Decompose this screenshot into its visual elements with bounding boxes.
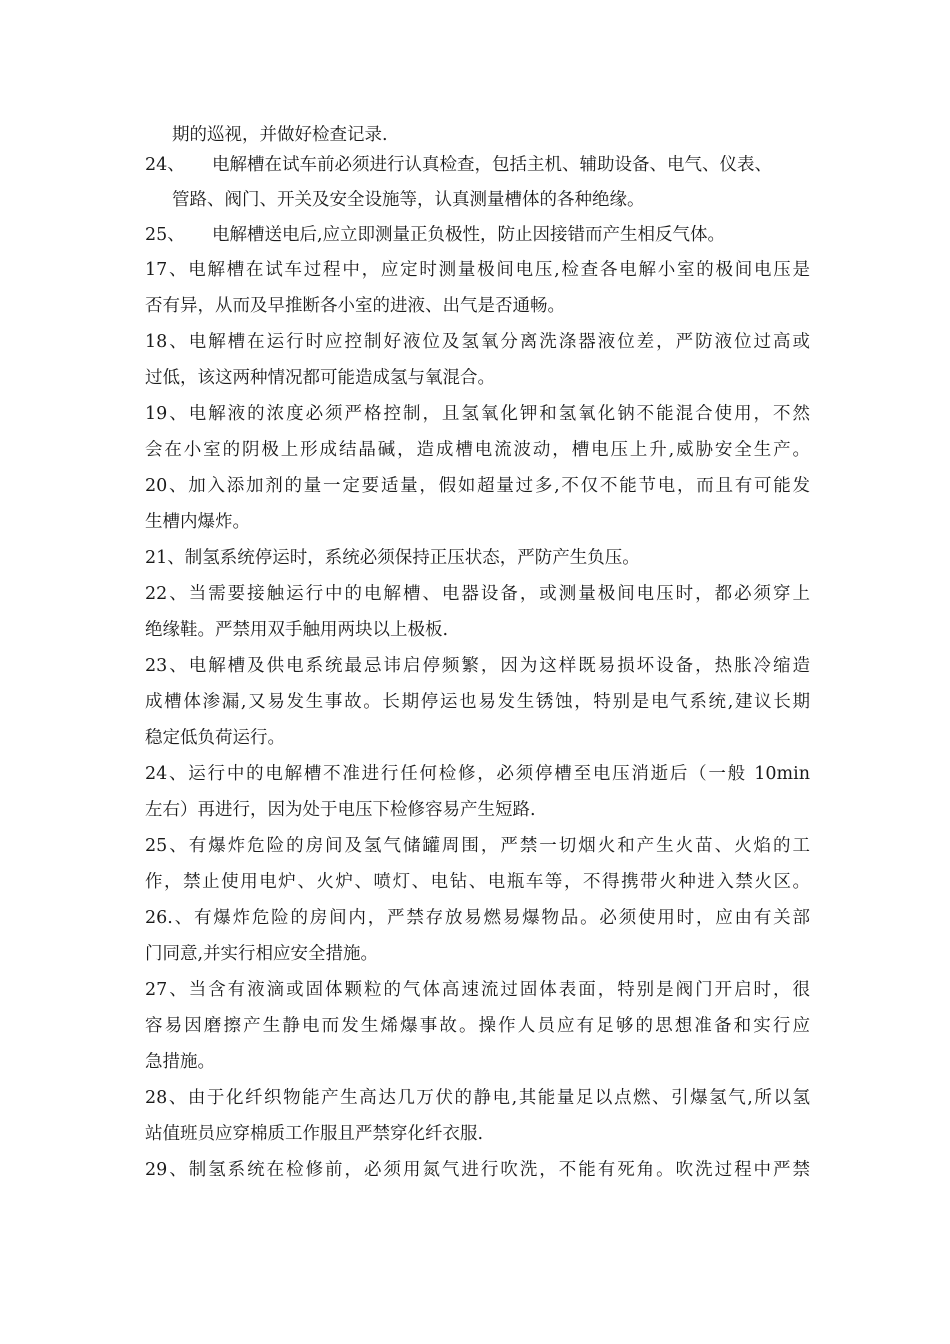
paragraph-line: 门同意,并实行相应安全措施。: [145, 944, 379, 964]
item-number: 24、: [145, 155, 185, 175]
paragraph-line: 管路、阀门、开关及安全设施等，认真测量槽体的各种绝缘。: [172, 190, 645, 210]
paragraph-line: 成槽体渗漏,又易发生事故。长期停运也易发生锈蚀，特别是电气系统,建议长期: [145, 692, 810, 712]
paragraph-line: 23、电解槽及供电系统最忌讳启停频繁，因为这样既易损坏设备，热胀冷缩造: [145, 656, 810, 676]
paragraph-line: 28、由于化纤织物能产生高达几万伏的静电,其能量足以点燃、引爆氢气,所以氢: [145, 1088, 810, 1108]
paragraph-line: 18、电解槽在运行时应控制好液位及氢氧分离洗涤器液位差，严防液位过高或: [145, 332, 810, 352]
paragraph-line: 急措施。: [145, 1052, 215, 1072]
paragraph-line: 否有异，从而及早推断各小室的进液、出气是否通畅。: [145, 296, 565, 316]
paragraph-line: 25、有爆炸危险的房间及氢气储罐周围，严禁一切烟火和产生火苗、火焰的工: [145, 836, 810, 856]
paragraph-line: 生槽内爆炸。: [145, 512, 250, 532]
paragraph-line: 26.、有爆炸危险的房间内，严禁存放易燃易爆物品。必须使用时，应由有关部: [145, 908, 810, 928]
paragraph-line: 22、当需要接触运行中的电解槽、电器设备，或测量极间电压时，都必须穿上: [145, 584, 810, 604]
paragraph-line: 容易因磨擦产生静电而发生烯爆事故。操作人员应有足够的思想准备和实行应: [145, 1016, 810, 1036]
paragraph-line: 稳定低负荷运行。: [145, 728, 285, 748]
paragraph-line: 24、运行中的电解槽不准进行任何检修，必须停槽至电压消逝后（一般 10min: [145, 764, 810, 784]
paragraph-line: 19、电解液的浓度必须严格控制，且氢氧化钾和氢氧化钠不能混合使用，不然: [145, 404, 810, 424]
paragraph-line: 20、加入添加剂的量一定要适量，假如超量过多,不仅不能节电，而且有可能发: [145, 476, 810, 496]
paragraph-line: 过低，该这两种情况都可能造成氢与氧混合。: [145, 368, 495, 388]
paragraph-line: 绝缘鞋。严禁用双手触用两块以上极板.: [145, 620, 449, 640]
paragraph-line: 作，禁止使用电炉、火炉、喷灯、电钻、电瓶车等，不得携带火种进入禁火区。: [145, 872, 810, 892]
paragraph-line: 27、当含有液滴或固体颗粒的气体高速流过固体表面，特别是阀门开启时，很: [145, 980, 810, 1000]
paragraph-line: 电解槽在试车前必须进行认真检查，包括主机、辅助设备、电气、仪表、: [212, 155, 772, 175]
item-number: 25、: [145, 225, 185, 245]
paragraph-line: 会在小室的阴极上形成结晶碱，造成槽电流波动，槽电压上升,威胁安全生产。: [145, 440, 810, 460]
paragraph-line: 期的巡视，并做好检查记录.: [172, 125, 388, 145]
paragraph-line: 21、制氢系统停运时，系统必须保持正压状态，严防产生负压。: [145, 548, 640, 568]
paragraph-line: 电解槽送电后,应立即测量正负极性，防止因接错而产生相反气体。: [212, 225, 726, 245]
paragraph-line: 17、电解槽在试车过程中，应定时测量极间电压,检查各电解小室的极间电压是: [145, 260, 810, 280]
paragraph-line: 29、制氢系统在检修前，必须用氮气进行吹洗，不能有死角。吹洗过程中严禁: [145, 1160, 810, 1180]
paragraph-line: 左右）再进行，因为处于电压下检修容易产生短路.: [145, 800, 536, 820]
paragraph-line: 站值班员应穿棉质工作服且严禁穿化纤衣服.: [145, 1124, 484, 1144]
